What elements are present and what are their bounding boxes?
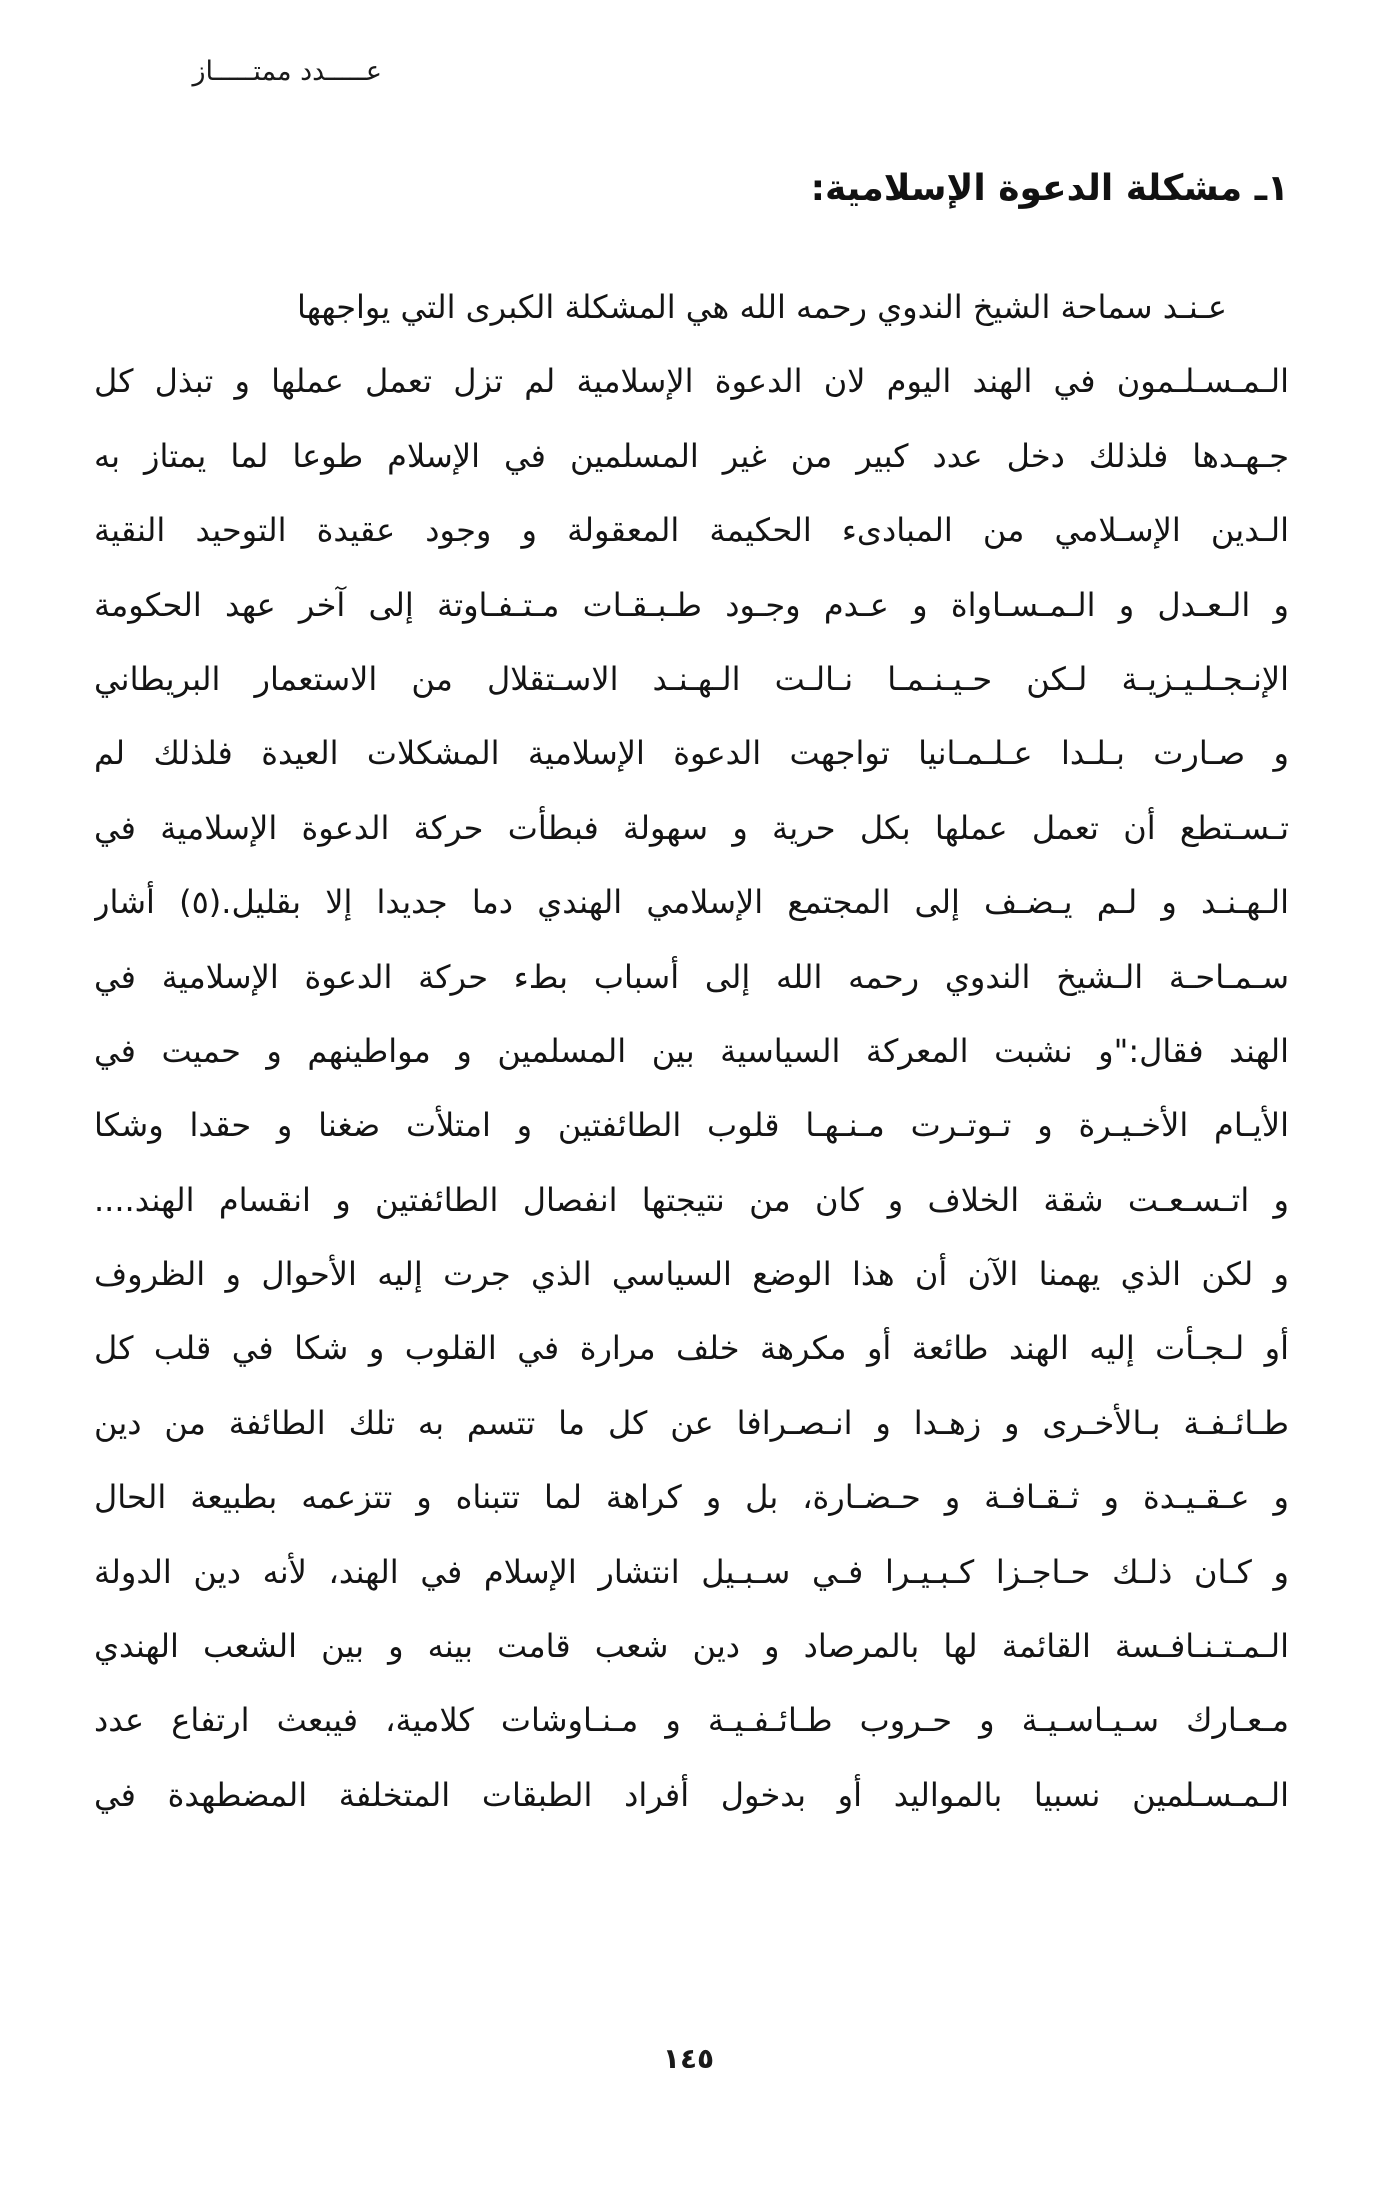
text-line: جـهـدها فلذلك دخل عدد كبير من غير المسلمين في الإسلام طوعا لما يمتاز به [94,436,1289,475]
running-header: عـــــدد ممتـــــاز [192,56,382,87]
body-paragraph [94,270,1289,1832]
text-line: الـمـتـنـافـسة القائمة لها بالمرصاد و دين شعب قامت بينه و بين الشعب الهندي [94,1627,1289,1666]
text-line: أو لـجـأت إليه الهند طائعة أو مكرهة خلف مرارة في القلوب و شكا في قلب كل [94,1329,1289,1368]
text-line: و كـان ذلـك حـاجـزا كـبـيـرا فـي سـبـيل انتشار الإسلام في الهند، لأنه دين الدولة [94,1552,1289,1591]
text-line: الـمـسـلمين نسبيا بالمواليد أو بدخول أفراد الطبقات المتخلفة المضطهدة في [94,1775,1289,1814]
section-heading: ١ـ مشكلة الدعوة الإسلامية: [810,168,1289,209]
text-line: الـمـسـلـمون في الهند اليوم لان الدعوة الإسلامية لم تزل تعمل عملها و تبذل كل [94,362,1289,401]
text-line: طـائـفـة بـالأخـرى و زهـدا و انـصـرافا عن كل ما تتسم به تلك الطائفة من دين [94,1403,1289,1442]
text-line: عـنـد سماحة الشيخ الندوي رحمه الله هي المشكلة الكبرى التي يواجهها [296,288,1227,326]
text-line: الـدين الإسـلامي من المبادىء الحكيمة المعقولة و وجود عقيدة التوحيد النقية [94,511,1289,550]
text-line: و الـعـدل و الـمـسـاواة و عـدم وجـود طـبـقـات مـتـفـاوتة إلى آخر عهد الحكومة [94,585,1289,624]
text-line: الأيـام الأخـيـرة و تـوتـرت مـنـهـا قلوب الطائفتين و امتلأت ضغنا و حقدا وشكا [94,1106,1289,1145]
text-line: و لكن الذي يهمنا الآن أن هذا الوضع السياسي الذي جرت إليه الأحوال و الظروف [94,1255,1289,1294]
text-line: و اتـسـعـت شقة الخلاف و كان من نتيجتها انفصال الطائفتين و انقسام الهند.... [94,1180,1289,1219]
text-line: الهند فقال:"و نشبت المعركة السياسية بين المسلمين و مواطينهم و حميت في [94,1031,1289,1070]
text-line: الإنـجـلـيـزيـة لـكن حـيـنـمـا نـالـت الـهـنـد الاسـتقلال من الاستعمار البريطاني [94,659,1289,698]
page-number: ١٤٥ [662,2042,715,2075]
text-line: تـسـتطع أن تعمل عملها بكل حرية و سهولة فبطأت حركة الدعوة الإسلامية في [94,808,1289,847]
text-line: و صـارت بـلـدا عـلـمـانيا تواجهت الدعوة الإسلامية المشكلات العيدة فلذلك لم [94,734,1289,773]
text-line: سـمـاحـة الـشيخ الندوي رحمه الله إلى أسباب بطء حركة الدعوة الإسلامية في [94,957,1289,996]
text-line: و عـقـيـدة و ثـقـافـة و حـضـارة، بل و كراهة لما تتبناه و تتزعمه بطبيعة الحال [94,1478,1289,1517]
text-line: الـهـنـد و لـم يـضـف إلى المجتمع الإسلامي الهندي دما جديدا إلا بقليل.(٥) أشار [94,883,1289,922]
text-line: مـعـارك سـيـاسـيـة و حـروب طـائـفـيـة و مـنـاوشات كلامية، فيبعث ارتفاع عدد [94,1701,1289,1740]
